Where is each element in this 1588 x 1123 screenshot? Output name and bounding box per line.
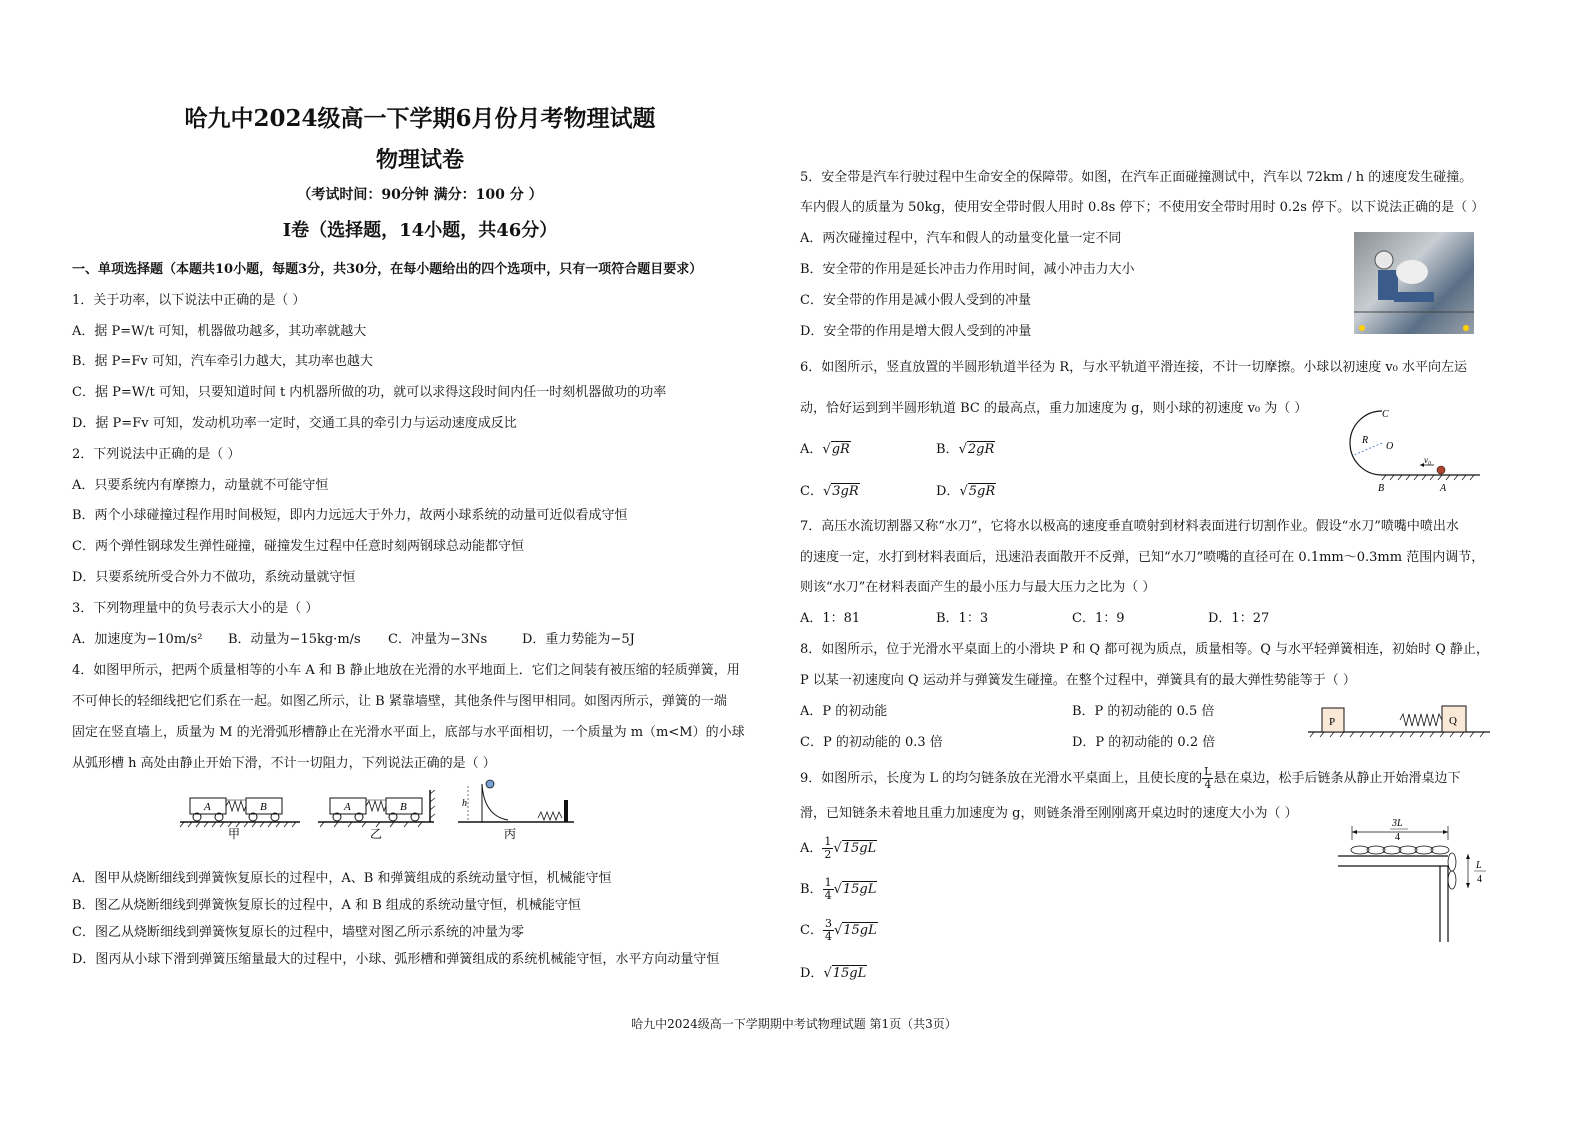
q3-stem: 3．下列物理量中的负号表示大小的是（ ）: [72, 601, 319, 616]
q6-fig-label-c: C: [1382, 409, 1389, 420]
q6-option-c: C．√3gR: [800, 484, 859, 499]
q9-figure: [1336, 818, 1496, 946]
q5-option-c: C．安全带的作用是减小假人受到的冲量: [800, 293, 1031, 308]
q7-line-1: 7．高压水流切割器又称“水刀”，它将水以极高的速度垂直喷射到材料表面进行切割作业。假设“水刀”喷嘴中喷出水: [800, 519, 1459, 534]
q8-option-a: A．P 的初动能: [800, 704, 888, 719]
exam-info: （考试时间：90分钟 满分：100 分 ）: [297, 187, 543, 203]
q4-option-b: B．图乙从烧断细线到弹簧恢复原长的过程中，A 和 B 组成的系统动量守恒，机械能守恒: [72, 898, 581, 913]
svg-text:A: A: [204, 801, 211, 813]
q4-line-2: 不可伸长的轻细线把它们系在一起。如图乙所示，让 B 紧靠墙壁，其他条件与图甲相同。如图丙所示，弹簧的一端: [72, 694, 727, 709]
q6-line-2: 动，恰好运到到半圆形轨道 BC 的最高点，重力加速度为 g，则小球的初速度 v₀ 为（ ）: [800, 401, 1308, 416]
q4-option-a: A．图甲从烧断细线到弹簧恢复原长的过程中，A、B 和弹簧组成的系统动量守恒，机械能守恒: [72, 871, 612, 886]
q7-option-b: B．1：3: [936, 611, 989, 626]
q5-option-b: B．安全带的作用是延长冲击力作用时间，减小冲击力大小: [800, 262, 1135, 277]
svg-text:h: h: [462, 798, 467, 809]
exam-title: 哈九中2024级高一下学期6月份月考物理试题: [184, 105, 656, 132]
q3-option-d: D．重力势能为−5J: [522, 632, 635, 647]
q3-option-b: B．动量为−15kg·m/s: [228, 632, 361, 647]
q3-option-a: A．加速度为−10m/s²: [72, 632, 203, 647]
q8-option-b: B．P 的初动能的 0.5 倍: [1072, 704, 1215, 719]
q2-option-a: A．只要系统内有摩擦力，动量就不可能守恒: [72, 478, 329, 493]
q4-figures: [178, 776, 578, 840]
q6-fig-label-o: O: [1386, 441, 1394, 452]
q6-option-d: D．√5gR: [936, 484, 996, 499]
q6-fig-label-a: A: [1440, 483, 1447, 494]
q2-option-b: B．两个小球碰撞过程作用时间极短，即内力远远大于外力，故两小球系统的动量可近似看成守恒: [72, 508, 628, 523]
q9-option-d: D．√15gL: [800, 966, 867, 981]
q9-option-c: C． $\frac{3}{4}$ √15gL: [800, 917, 877, 943]
svg-text:B: B: [260, 801, 267, 813]
page-footer: 哈九中2024级高一下学期期中考试物理试题 第1页（共3页）: [631, 1017, 957, 1031]
q8-option-d: D．P 的初动能的 0.2 倍: [1072, 735, 1216, 750]
q4-label-bing: 丙: [504, 827, 517, 840]
q8-option-c: C．P 的初动能的 0.3 倍: [800, 735, 943, 750]
q9-option-a: A． $\frac{1}{2}$ √15gL: [800, 835, 877, 861]
volume-heading: I卷（选择题，14小题，共46分）: [282, 220, 558, 241]
q7-line-3: 则该“水刀”在材料表面产生的最小压力与最大压力之比为（ ）: [800, 580, 1156, 595]
q9-option-b: B． $\frac{1}{4}$ √15gL: [800, 876, 877, 902]
q9-line-2: 滑，已知链条未着地且重力加速度为 g，则链条滑至刚刚离开桌边时的速度大小为（ ）: [800, 806, 1298, 821]
q1-stem: 1．关于功率，以下说法中正确的是（ ）: [72, 293, 306, 308]
q4-figure-bing: [458, 780, 574, 840]
q2-option-c: C．两个弹性钢球发生弹性碰撞，碰撞发生过程中任意时刻两钢球总动能都守恒: [72, 539, 524, 554]
q9-fig-top-n: 3L: [1392, 818, 1403, 829]
q6-option-b: B．√2gR: [936, 442, 995, 457]
q8-fig-label-q: Q: [1449, 715, 1457, 727]
q1-option-d: D．据 P=Fv 可知，发动机功率一定时，交通工具的牵引力与运动速度成反比: [72, 416, 517, 431]
q4-line-1: 4．如图甲所示，把两个质量相等的小车 A 和 B 静止地放在光滑的水平地面上．它们之间装有被压缩的轻质弹簧，用: [72, 663, 740, 678]
q4-option-c: C．图乙从烧断细线到弹簧恢复原长的过程中，墙壁对图乙所示系统的冲量为零: [72, 925, 524, 940]
q7-line-2: 的速度一定，水打到材料表面后，迅速沿表面散开不反弹，已知“水刀”喷嘴的直径可在 0.1mm～0.3mm 范围内调节，: [800, 550, 1485, 565]
q6-fig-label-r: R: [1362, 435, 1369, 446]
q2-option-d: D．只要系统所受合外力不做功，系统动量就守恒: [72, 570, 356, 585]
q7-option-c: C．1：9: [1072, 611, 1125, 626]
q2-stem: 2．下列说法中正确的是（ ）: [72, 447, 241, 462]
svg-text:A: A: [344, 801, 351, 813]
q5-line-2: 车内假人的质量为 50kg，使用安全带时假人用时 0.8s 停下；不使用安全带时用时 0.2s 停下。以下说法正确的是（ ）: [800, 200, 1485, 215]
q4-line-3: 固定在竖直墙上，质量为 M 的光滑弧形槽静止在光滑水平面上，底部与水平面相切，一个质量为 m（m<M）的小球: [72, 725, 745, 740]
q1-option-b: B．据 P=Fv 可知，汽车牵引力越大，其功率也越大: [72, 354, 373, 369]
section-heading: 一、单项选择题（本题共10小题，每题3分，共30分，在每小题给出的四个选项中，只有一项符合题目要求）: [72, 262, 703, 277]
q9-fig-top-d: 4: [1395, 832, 1400, 843]
q6-figure: [1340, 405, 1490, 495]
q8-line-2: P 以某一初速度向 Q 运动并与弹簧发生碰撞。在整个过程中，弹簧具有的最大弹性势能等于（ ）: [800, 673, 1356, 688]
q8-line-1: 8．如图所示，位于光滑水平桌面上的小滑块 P 和 Q 都可视为质点，质量相等。Q 与水平轻弹簧相连，初始时 Q 静止，: [800, 642, 1489, 657]
q8-figure: [1306, 702, 1492, 744]
q6-fig-label-v0: v₀: [1424, 455, 1432, 465]
q4-label-jia: 甲: [228, 827, 241, 840]
q7-option-d: D．1：27: [1208, 611, 1270, 626]
q9-fig-side-d: 4: [1477, 874, 1482, 885]
q4-label-yi: 乙: [370, 827, 383, 840]
q1-option-a: A．据 P=W/t 可知，机器做功越多，其功率就越大: [72, 324, 367, 339]
q4-line-4: 从弧形槽 h 高处由静止开始下滑，不计一切阻力，下列说法正确的是（ ）: [72, 756, 496, 771]
q9-fig-side-n: L: [1476, 860, 1482, 871]
q5-option-d: D．安全带的作用是增大假人受到的冲量: [800, 324, 1032, 339]
svg-text:B: B: [400, 801, 407, 813]
exam-subtitle: 物理试卷: [375, 147, 464, 173]
q8-fig-label-p: P: [1329, 716, 1336, 728]
crash-test-photo: [1354, 232, 1474, 334]
q4-figure-jia: [180, 798, 300, 840]
q6-option-a: A．√gR: [800, 442, 850, 457]
q6-fig-label-b: B: [1378, 483, 1385, 494]
q6-line-1: 6．如图所示，竖直放置的半圆形轨道半径为 R，与水平轨道平滑连接，不计一切摩擦。小球以初速度 v₀ 水平向左运: [800, 360, 1468, 375]
q5-line-1: 5．安全带是汽车行驶过程中生命安全的保障带。如图，在汽车正面碰撞测试中，汽车以 72km / h 的速度发生碰撞。: [800, 170, 1473, 185]
q4-figure-yi: [318, 790, 435, 840]
q9-line-1: 9．如图所示，长度为 L 的均匀链条放在光滑水平桌面上，且使长度的 $\frac{L}{4}$ 悬在桌边，松手后链条从静止开始滑桌边下: [800, 765, 1461, 791]
q3-option-c: C．冲量为−3Ns: [388, 632, 488, 647]
crash-test-dummy-illustration: [1354, 232, 1474, 334]
q1-option-c: C．据 P=W/t 可知，只要知道时间 t 内机器所做的功，就可以求得这段时间内任一时刻机器做功的功率: [72, 385, 667, 400]
q5-option-a: A．两次碰撞过程中，汽车和假人的动量变化量一定不同: [800, 231, 1122, 246]
q7-option-a: A．1：81: [800, 611, 861, 626]
q4-option-d: D．图丙从小球下滑到弹簧压缩量最大的过程中，小球、弧形槽和弹簧组成的系统机械能守恒，水平方向动量守恒: [72, 952, 720, 967]
